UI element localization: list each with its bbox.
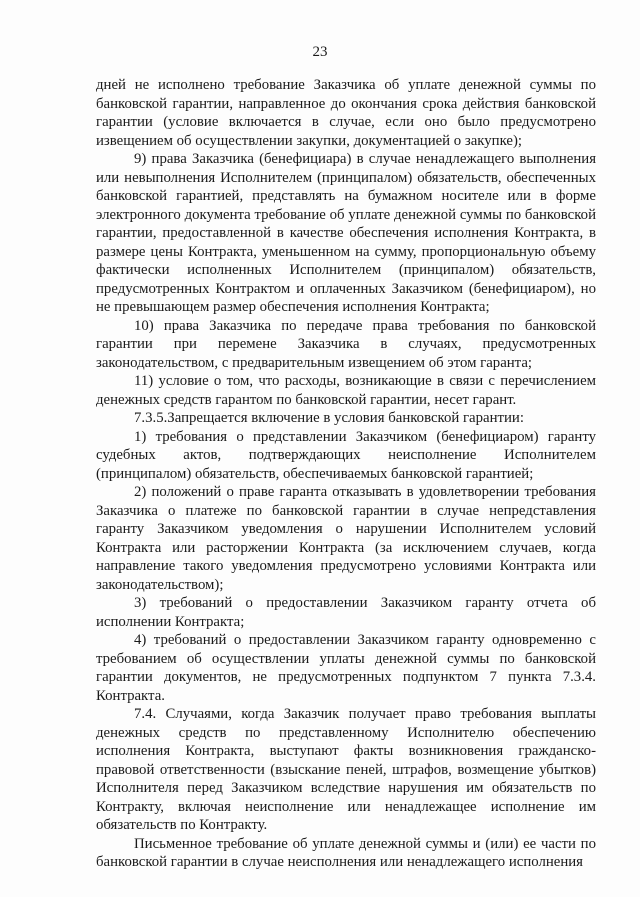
paragraph: 11) условие о том, что расходы, возникающие в связи с перечислением денежных средств гарантом по банковской гарантии, несет гарант. <box>96 373 596 408</box>
paragraph: 7.3.5.Запрещается включение в условия банковской гарантии: <box>134 410 524 426</box>
paragraph: 7.4. Случаями, когда Заказчик получает право требования выплаты денежных средств по представленному Исполнителю обеспечению исполнения Контракта, выступают факты возникновения гражданско-правовой ответственности (взыскание пеней, штрафов, возмещение убытков) Исполнителя перед Заказчиком вследствие нарушения им обязательств по Контракту, включая неисполнение или ненадлежащее исполнение им обязательств по Контракту. <box>96 706 596 833</box>
paragraph: 2) положений о праве гаранта отказывать в удовлетворении требования Заказчика о платеже по банковской гарантии в случае непредставления гаранту Заказчиком уведомления о нарушении Исполнителем условий Контракта или расторжении Контракта (за исключением случаев, когда направление такого уведомления предусмотрено условиями Контракта или законодательством); <box>96 484 596 593</box>
paragraph: 10) права Заказчика по передаче права требования по банковской гарантии при перемене Заказчика в случаях, предусмотренных законодательством, с предварительным извещением об этом гаранта; <box>96 317 596 371</box>
page-number: 23 <box>312 44 328 60</box>
paragraph: дней не исполнено требование Заказчика об уплате денежной суммы по банковской гарантии, направленное до окончания срока действия банковской гарантии (условие включается в случае, если оно было предусмотрено извещением об осуществлении закупки, документацией о закупке); <box>96 77 596 149</box>
paragraph: Письменное требование об уплате денежной суммы и (или) ее части по банковской гарантии в случае неисполнения или ненадлежащего исполнения <box>96 835 596 870</box>
paragraph: 3) требований о предоставлении Заказчиком гаранту отчета об исполнении Контракта; <box>96 595 596 630</box>
paragraph: 1) требования о представлении Заказчиком (бенефициаром) гаранту судебных актов, подтверждающих неисполнение Исполнителем (принципалом) обязательств, обеспечиваемых банковской гарантией; <box>96 428 596 482</box>
paragraph: 4) требований о предоставлении Заказчиком гаранту одновременно с требованием об осуществлении уплаты денежной суммы по банковской гарантии документов, не предусмотренных подпунктом 7 пункта 7.3.4. Контракта. <box>96 632 596 704</box>
document-body <box>96 76 596 872</box>
paragraph: 9) права Заказчика (бенефициара) в случае ненадлежащего выполнения или невыполнения Исполнителем (принципалом) обязательств, обеспеченных банковской гарантией, представлять на бумажном носителе или в форме электронного документа требование об уплате денежной суммы по банковской гарантии, предоставленной в качестве обеспечения исполнения Контракта, в размере цены Контракта, уменьшенном на сумму, пропорциональную объему фактически исполненных Исполнителем (принципалом) обязательств, предусмотренных Контрактом и оплаченных Заказчиком (бенефициаром), но не превышающем размер обеспечения исполнения Контракта; <box>96 151 596 315</box>
